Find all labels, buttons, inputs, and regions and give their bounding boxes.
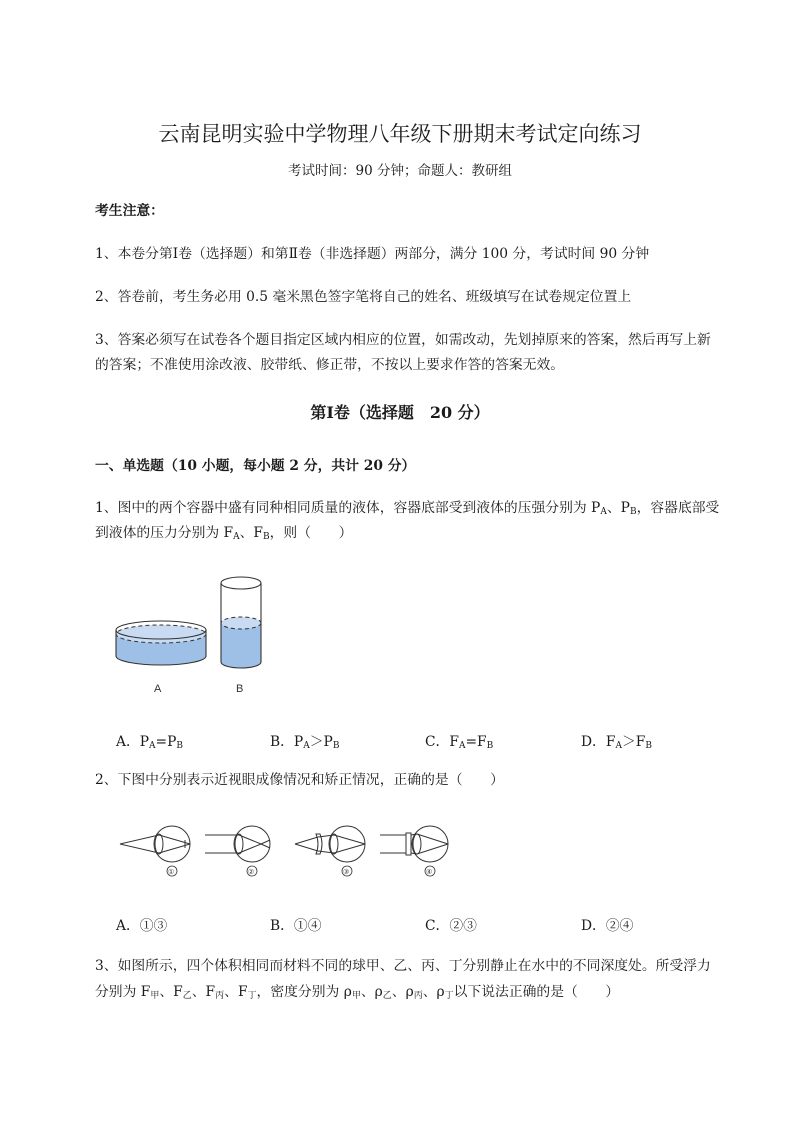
container-a-label: A — [154, 683, 162, 695]
eye-diagrams-figure — [115, 820, 455, 880]
eye-diagram-1 — [120, 826, 190, 876]
eye-diagram-4 — [380, 826, 448, 876]
notice-item-3-cont: 的答案；不准使用涂改液、胶带纸、修正带，不按以上要求作答的答案无效。 — [95, 357, 565, 373]
part-heading: 一、单选题（10 小题，每小题 2 分，共计 20 分） — [95, 458, 416, 474]
containers-figure — [100, 570, 280, 700]
section-title: 第Ⅰ卷（选择题 20 分） — [310, 403, 490, 422]
question-2-text: 2、下图中分别表示近视眼成像情况和矫正情况，正确的是（ ） — [95, 772, 504, 788]
page-title: 云南昆明实验中学物理八年级下册期末考试定向练习 — [158, 122, 642, 146]
q1-option-a[interactable]: A．$P_A=P_B$ — [116, 734, 184, 751]
q2-option-d[interactable]: D．②④ — [581, 918, 634, 934]
eye-diagram-3 — [295, 826, 365, 876]
notice-item-2: 2、答卷前，考生务必用 0.5 毫米黑色签字笔将自己的姓名、班级填写在试卷规定位置上 — [95, 289, 632, 305]
exam-info: 考试时间：90 分钟；命题人：教研组 — [288, 163, 512, 179]
question-1-line-1: 1、图中的两个容器中盛有同种相同质量的液体，容器底部受到液体的压强分别为 $P_A$、$P_B$，容器底部受 — [95, 500, 720, 517]
question-1-line-2: 到液体的压力分别为 $F_A$、$F_B$，则（ ） — [95, 525, 353, 542]
q1-option-b[interactable]: B．$P_A>P_B$ — [270, 734, 340, 751]
q2-option-a[interactable]: A．①③ — [116, 918, 168, 934]
q1-option-c[interactable]: C．$F_A=F_B$ — [425, 734, 494, 751]
container-b — [221, 577, 261, 695]
notice-heading: 考生注意： — [95, 203, 164, 219]
container-b-label: B — [236, 683, 244, 695]
eye-diagram-3-label: ③ — [343, 869, 350, 876]
q1-option-d[interactable]: D．$F_A>F_B$ — [581, 734, 652, 751]
question-3-line-2: 分别为 $F_甲$、$F_乙$、$F_丙$、$F_丁$，密度分别为 $\rho_甲$、$\rho_乙$、$\rho_丙$、$\rho_丁$以下说法正确的是（ ） — [95, 984, 620, 1001]
container-a — [116, 621, 206, 695]
notice-item-3: 3、答案必须写在试卷各个题目指定区域内相应的位置，如需改动，先划掉原来的答案，然后再写上新 — [95, 332, 711, 348]
question-3-line-1: 3、如图所示，四个体积相同而材料不同的球甲、乙、丙、丁分别静止在水中的不同深度处。所受浮力 — [95, 958, 711, 974]
notice-item-1: 1、本卷分第Ⅰ卷（选择题）和第Ⅱ卷（非选择题）两部分，满分 100 分，考试时间 90 分钟 — [95, 246, 650, 262]
eye-diagram-2-label: ② — [248, 869, 255, 876]
eye-diagram-2 — [205, 826, 270, 876]
q2-option-c[interactable]: C．②③ — [425, 918, 477, 934]
q2-option-b[interactable]: B．①④ — [270, 918, 322, 934]
eye-diagram-1-label: ① — [168, 869, 175, 876]
eye-diagram-4-label: ④ — [426, 869, 433, 876]
